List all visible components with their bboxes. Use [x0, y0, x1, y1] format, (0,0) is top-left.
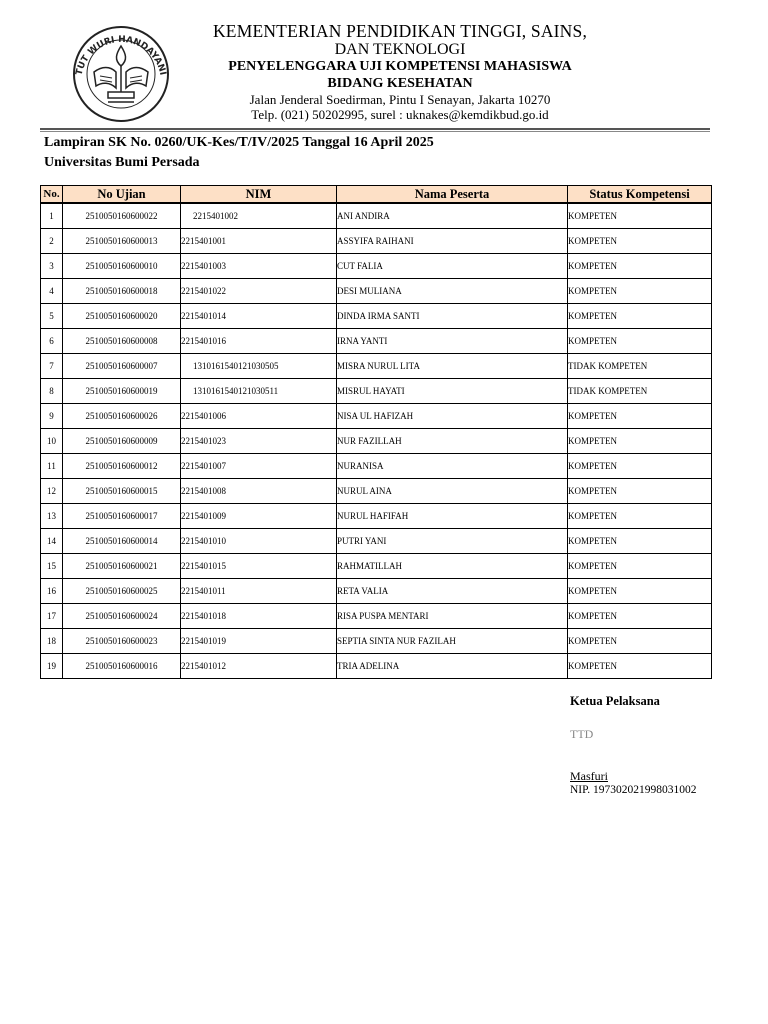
row-no-ujian: 2510050160600015 [63, 479, 181, 504]
row-status: KOMPETEN [568, 304, 712, 329]
header-nama-peserta: Nama Peserta [337, 186, 568, 204]
row-nama-peserta: RAHMATILLAH [337, 554, 568, 579]
row-no-ujian: 2510050160600008 [63, 329, 181, 354]
table-row [41, 654, 712, 679]
header-status-kompetensi: Status Kompetensi [568, 186, 712, 204]
row-status: TIDAK KOMPETEN [568, 379, 712, 404]
signatory-title: Ketua Pelaksana [570, 694, 660, 708]
row-status: KOMPETEN [568, 629, 712, 654]
row-no: 16 [41, 579, 63, 604]
table-row [41, 354, 712, 379]
row-no: 15 [41, 554, 63, 579]
row-nim: 2215401003 [181, 254, 337, 279]
row-nama-peserta: MISRUL HAYATI [337, 379, 568, 404]
row-no: 10 [41, 429, 63, 454]
row-no: 19 [41, 654, 63, 679]
table-row [41, 404, 712, 429]
row-nama-peserta: CUT FALIA [337, 254, 568, 279]
header-nim: NIM [181, 186, 337, 204]
table-row [41, 254, 712, 279]
row-nama-peserta: ASSYIFA RAIHANI [337, 229, 568, 254]
row-no-ujian: 2510050160600020 [63, 304, 181, 329]
row-nama-peserta: NUR FAZILLAH [337, 429, 568, 454]
row-no: 6 [41, 329, 63, 354]
row-nama-peserta: RETA VALIA [337, 579, 568, 604]
organizer-title: PENYELENGGARA UJI KOMPETENSI MAHASISWA [228, 59, 572, 74]
row-no-ujian: 2510050160600021 [63, 554, 181, 579]
table-row [41, 529, 712, 554]
row-no-ujian: 2510050160600025 [63, 579, 181, 604]
row-no-ujian: 2510050160600017 [63, 504, 181, 529]
row-status: KOMPETEN [568, 229, 712, 254]
row-no: 3 [41, 254, 63, 279]
row-status: KOMPETEN [568, 554, 712, 579]
row-status: KOMPETEN [568, 504, 712, 529]
row-no: 14 [41, 529, 63, 554]
row-nim: 1310161540121030505 [181, 354, 337, 379]
university-name: Universitas Bumi Persada [44, 155, 200, 170]
row-nim: 2215401019 [181, 629, 337, 654]
header-no-ujian: No Ujian [63, 186, 181, 204]
table-row [41, 229, 712, 254]
table-row [41, 579, 712, 604]
row-no-ujian: 2510050160600026 [63, 404, 181, 429]
row-status: KOMPETEN [568, 579, 712, 604]
row-nama-peserta: DINDA IRMA SANTI [337, 304, 568, 329]
row-no: 5 [41, 304, 63, 329]
table-header-row [41, 186, 712, 204]
row-no: 7 [41, 354, 63, 379]
row-status: KOMPETEN [568, 429, 712, 454]
row-no-ujian: 2510050160600024 [63, 604, 181, 629]
row-nim: 2215401007 [181, 454, 337, 479]
row-nama-peserta: SEPTIA SINTA NUR FAZILAH [337, 629, 568, 654]
field-title: BIDANG KESEHATAN [327, 76, 473, 91]
decree-reference: Lampiran SK No. 0260/UK-Kes/T/IV/2025 Tanggal 16 April 2025 [44, 135, 434, 150]
header-no: No. [41, 186, 63, 204]
table-row [41, 604, 712, 629]
ministry-title: KEMENTERIAN PENDIDIKAN TINGGI, SAINS, [212, 21, 588, 41]
row-no: 17 [41, 604, 63, 629]
row-no: 12 [41, 479, 63, 504]
row-no: 18 [41, 629, 63, 654]
table-row [41, 454, 712, 479]
row-no: 13 [41, 504, 63, 529]
row-status: KOMPETEN [568, 203, 712, 229]
table-row [41, 554, 712, 579]
row-no: 4 [41, 279, 63, 304]
row-no: 11 [41, 454, 63, 479]
table-row [41, 304, 712, 329]
signatory-nip: NIP. 197302021998031002 [570, 784, 697, 796]
row-status: KOMPETEN [568, 254, 712, 279]
row-no-ujian: 2510050160600009 [63, 429, 181, 454]
row-status: KOMPETEN [568, 454, 712, 479]
row-nim: 2215401006 [181, 404, 337, 429]
row-nama-peserta: NISA UL HAFIZAH [337, 404, 568, 429]
row-nim: 2215401011 [181, 579, 337, 604]
row-nama-peserta: TRIA ADELINA [337, 654, 568, 679]
address-line: Jalan Jenderal Soedirman, Pintu I Senayan, Jakarta 10270 [249, 92, 551, 107]
row-no-ujian: 2510050160600010 [63, 254, 181, 279]
row-status: KOMPETEN [568, 329, 712, 354]
row-nim: 2215401009 [181, 504, 337, 529]
row-no: 8 [41, 379, 63, 404]
row-status: KOMPETEN [568, 479, 712, 504]
row-no-ujian: 2510050160600012 [63, 454, 181, 479]
row-nama-peserta: RISA PUSPA MENTARI [337, 604, 568, 629]
row-nim: 2215401012 [181, 654, 337, 679]
signature-placeholder: TTD [570, 727, 594, 741]
row-nama-peserta: IRNA YANTI [337, 329, 568, 354]
row-no-ujian: 2510050160600013 [63, 229, 181, 254]
row-status: KOMPETEN [568, 404, 712, 429]
table-row [41, 629, 712, 654]
row-nim: 2215401022 [181, 279, 337, 304]
row-nim: 2215401016 [181, 329, 337, 354]
row-nama-peserta: ANI ANDIRA [337, 203, 568, 229]
table-row [41, 429, 712, 454]
table-row [41, 203, 712, 229]
ministry-subtitle: DAN TEKNOLOGI [334, 41, 466, 58]
row-no: 2 [41, 229, 63, 254]
row-nim: 2215401002 [181, 203, 337, 229]
header-divider [40, 128, 710, 130]
row-nama-peserta: NURUL AINA [337, 479, 568, 504]
row-nim: 1310161540121030511 [181, 379, 337, 404]
row-nim: 2215401001 [181, 229, 337, 254]
row-status: TIDAK KOMPETEN [568, 354, 712, 379]
row-status: KOMPETEN [568, 279, 712, 304]
row-nim: 2215401023 [181, 429, 337, 454]
signatory-name: Masfuri [570, 769, 608, 783]
table-row [41, 504, 712, 529]
svg-text:TUT WURI HANDAYANI: TUT WURI HANDAYANI [74, 34, 168, 77]
table-row [41, 479, 712, 504]
contact-line: Telp. (021) 50202995, surel : uknakes@kemdikbud.go.id [251, 107, 549, 122]
row-status: KOMPETEN [568, 604, 712, 629]
row-no-ujian: 2510050160600014 [63, 529, 181, 554]
row-no-ujian: 2510050160600019 [63, 379, 181, 404]
row-nama-peserta: DESI MULIANA [337, 279, 568, 304]
row-nama-peserta: NURUL HAFIFAH [337, 504, 568, 529]
row-nim: 2215401018 [181, 604, 337, 629]
row-no-ujian: 2510050160600007 [63, 354, 181, 379]
table-row [41, 329, 712, 354]
row-nama-peserta: MISRA NURUL LITA [337, 354, 568, 379]
row-status: KOMPETEN [568, 654, 712, 679]
row-no-ujian: 2510050160600018 [63, 279, 181, 304]
header-divider-thin [40, 131, 710, 132]
row-nim: 2215401008 [181, 479, 337, 504]
row-no-ujian: 2510050160600023 [63, 629, 181, 654]
row-nim: 2215401015 [181, 554, 337, 579]
row-no-ujian: 2510050160600016 [63, 654, 181, 679]
table-row [41, 379, 712, 404]
table-row [41, 279, 712, 304]
row-nim: 2215401014 [181, 304, 337, 329]
tut-wuri-handayani-logo [64, 22, 178, 124]
row-nama-peserta: PUTRI YANI [337, 529, 568, 554]
row-no: 9 [41, 404, 63, 429]
results-table [40, 185, 712, 679]
row-no: 1 [41, 203, 63, 229]
row-no-ujian: 2510050160600022 [63, 203, 181, 229]
row-nama-peserta: NURANISA [337, 454, 568, 479]
row-nim: 2215401010 [181, 529, 337, 554]
row-status: KOMPETEN [568, 529, 712, 554]
